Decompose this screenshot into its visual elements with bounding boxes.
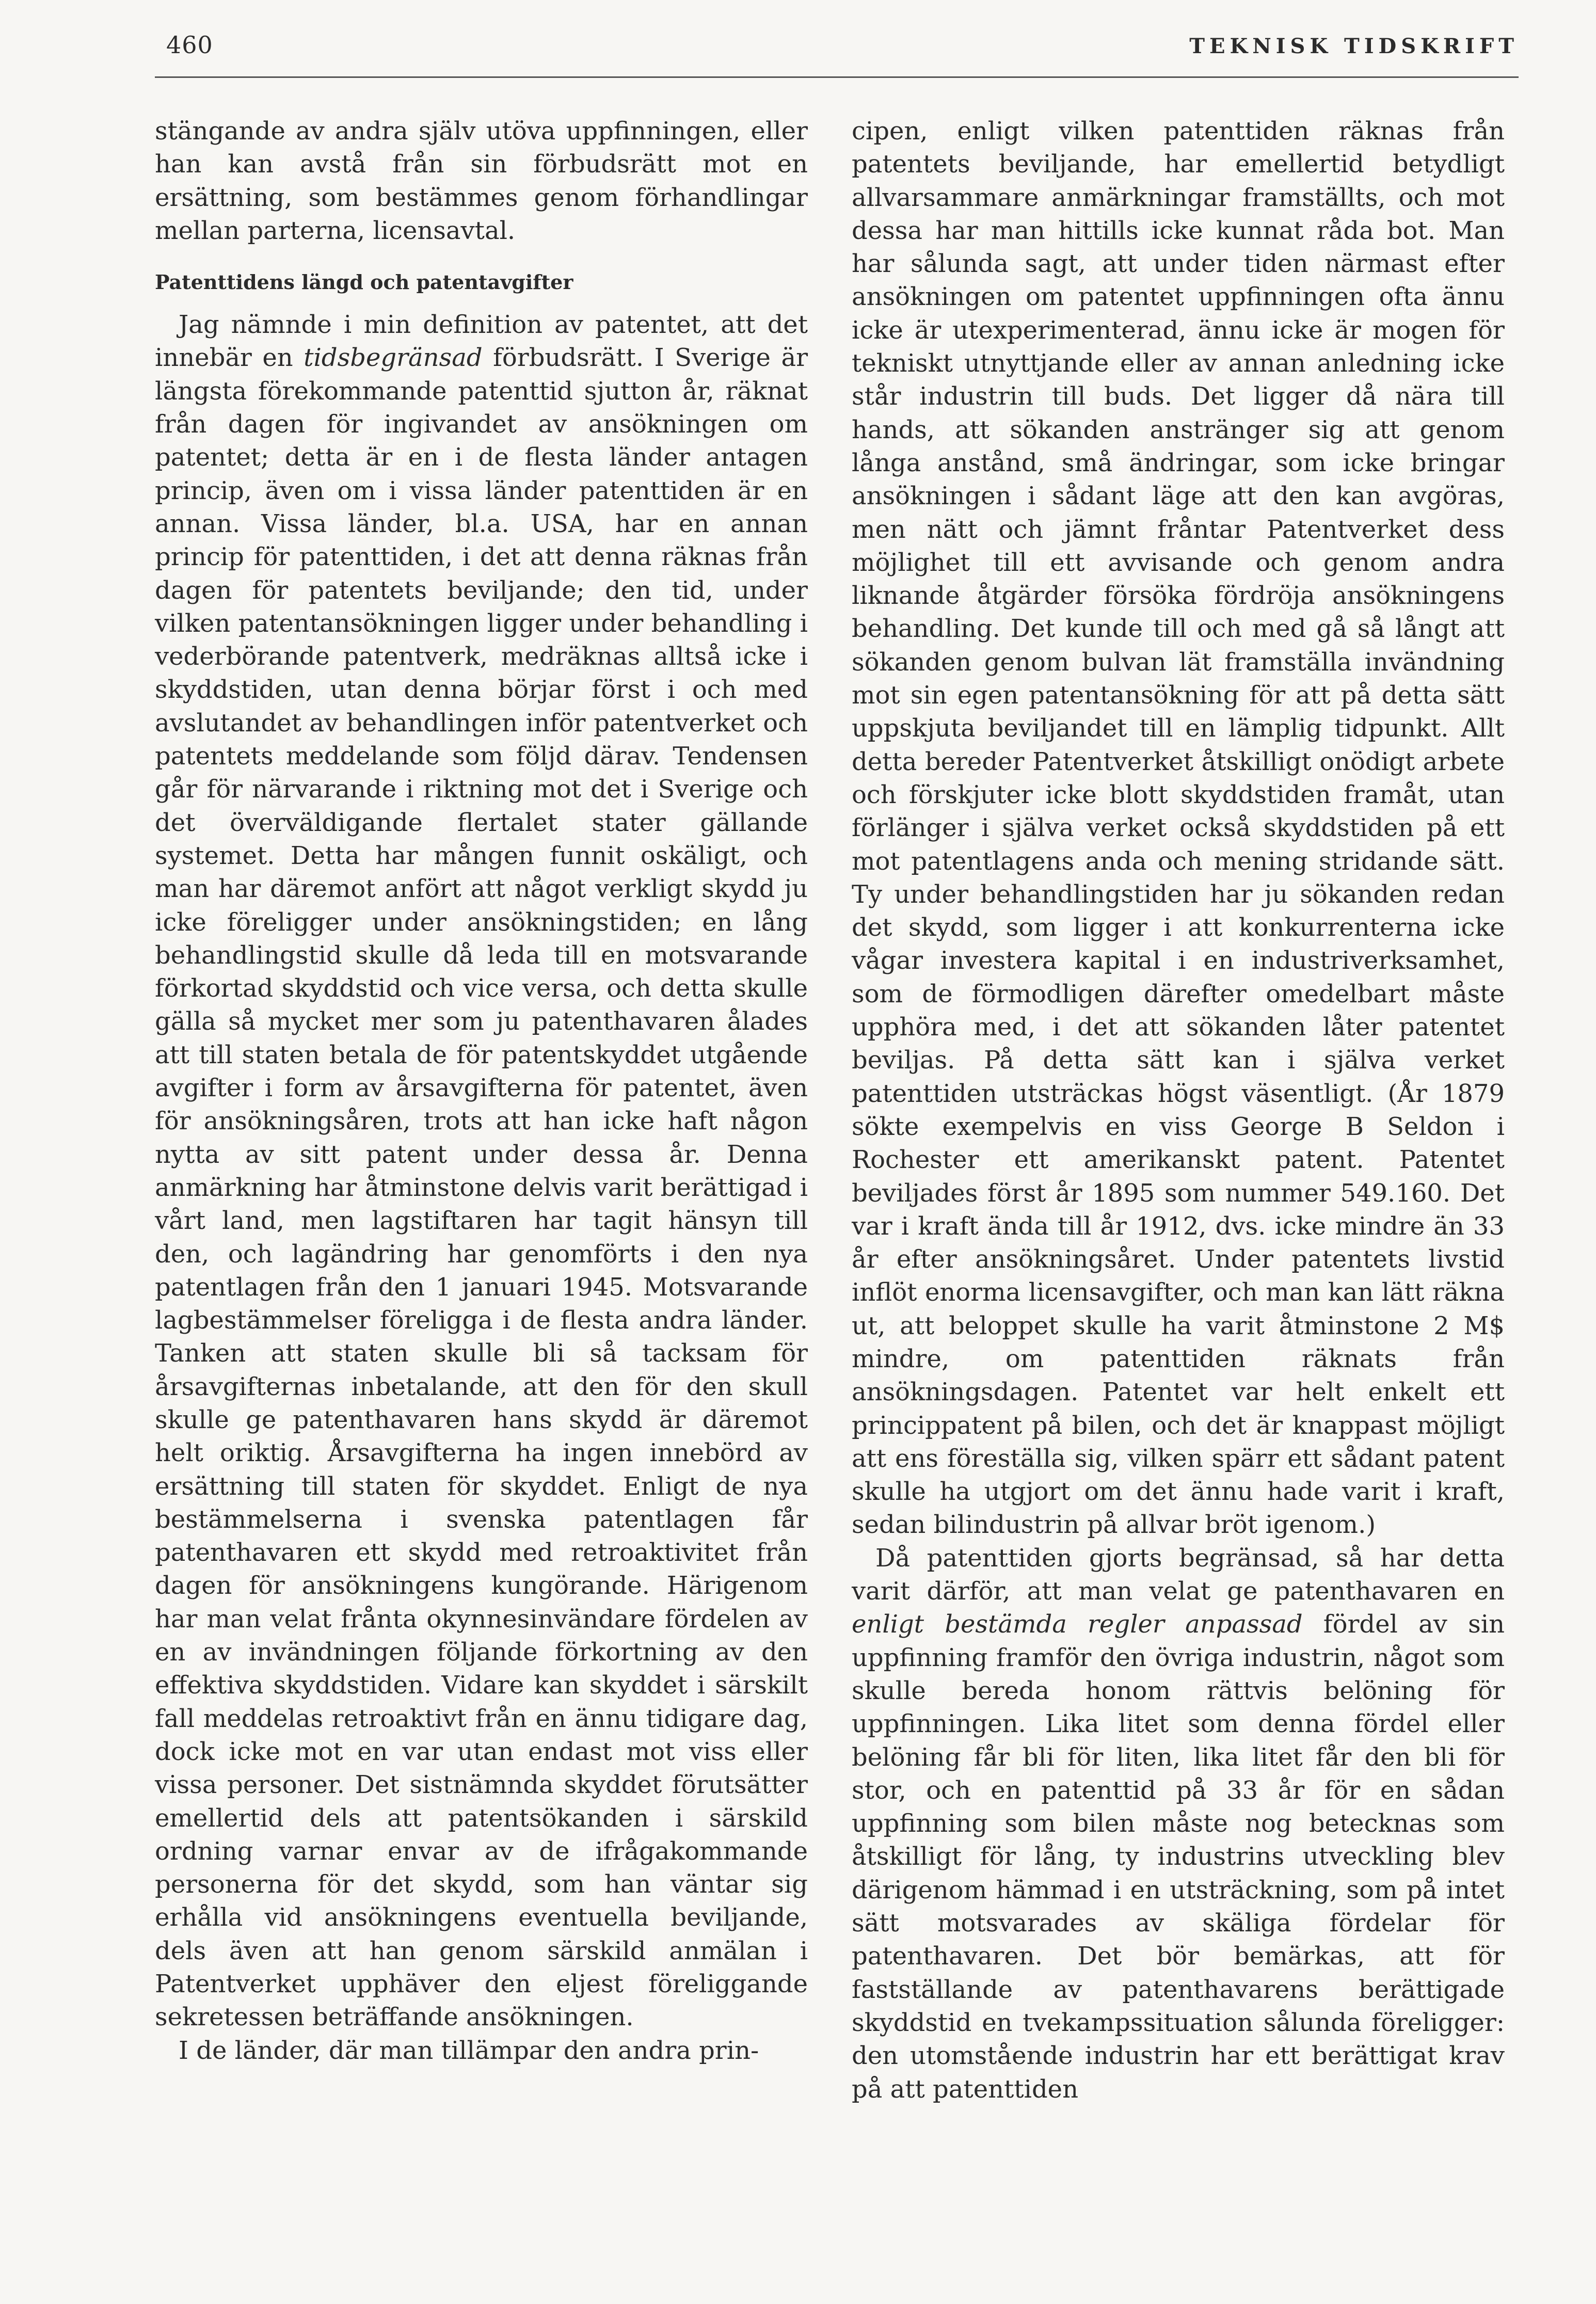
text-run: förbudsrätt. I Sverige är längsta förekommande patenttid sjutton år, räknat från dagen för ingivandet av ansökningen om patentet; detta är en i de flesta länder antagen princip, även om i vissa länder patenttiden är en annan. Vissa länder, bl.a. USA, har en annan princip för patenttiden, i det att denna räknas från dagen för patentets beviljande; den tid, under vilken patentansökningen ligger under behandling i vederbörande patentverk, medräknas alltså icke i skyddstiden, utan denna börjar först i och med avslutandet av behandlingen inför patentverket och patentets meddelande som följd därav. Tendensen går för närvarande i riktning mot det i Sverige och det överväldigande flertalet stater gällande systemet. Detta har mången funnit oskäligt, och man har däremot anfört att något verkligt skydd ju icke föreligger under ansökningstiden; en lång behandlingstid skulle då leda till en motsvarande förkortad skyddstid och vice versa, och detta skulle gälla så mycket mer som ju patenthavaren ålades att till staten betala de för patentskyddet utgående avgifter i form av årsavgifterna för patentet, även för ansökningsåren, trots att han icke haft någon nytta av sitt patent under dessa år. Denna anmärkning har åtminstone delvis varit berättigad i vårt land, men lagstiftaren har tagit hänsyn till den, och lagändring har genomförts i den nya patentlagen från den 1 januari 1945. Motsvarande lagbestämmelser föreligga i de flesta andra länder. Tanken att staten skulle bli så tacksam för årsavgifternas inbetalande, att den för den skull skulle ge patenthavaren hans skydd är däremot helt oriktig. Årsavgifterna ha ingen innebörd av ersättning till staten för skyddet. Enligt de nya bestämmelserna i svenska patentlagen får patenthavaren ett skydd med retroaktivitet från dagen för ansökningens kungörande. Härigenom har man velat frånta okynnesinvändare fördelen av en av invändningen följande förkortning av den effektiva skyddstiden. Vidare kan skyddet i särskilt fall meddelas retroaktivt från en ännu tidigare dag, dock icke mot en var utan endast mot viss eller vissa personer. Det sistnämnda skyddet förutsätter emellertid dels att patentsökanden i särskild ordning varnar envar av de ifrågakommande personerna för det skydd, som han väntar sig erhålla vid ansökningens eventuella beviljande, dels även att han genom särskild anmälan i Patentverket upphäver den eljest föreliggande sekretessen beträffande ansökningen. xyxy=(155,343,808,2032)
paragraph-continued: cipen, enligt vilken patenttiden räknas från patentets beviljande, har emellertid betydligt allvarsammare anmärkningar framställts, och mot dessa har man hittills icke kunnat råda bot. Man har sålunda sagt, att under tiden närmast efter ansökningen om patentet uppfinningen ofta ännu icke är utexperimenterad, ännu icke är mogen för tekniskt utnyttjande eller av annan anledning icke står industrin till buds. Det ligger då nära till hands, att sökanden anstränger sig att genom långa anstånd, små ändringar, som icke bringar ansökningen i sådant läge att den kan avgöras, men nätt och jämnt fråntar Patentverket dess möjlighet till ett avvisande och genom andra liknande åtgärder försöka fördröja ansökningens behandling. Det kunde till och med gå så långt att sökanden genom bulvan lät framställa invändning mot sin egen patentansökning för att på detta sätt uppskjuta beviljandet till en lämplig tidpunkt. Allt detta bereder Patentverket åtskilligt onödigt arbete och förskjuter icke blott skyddstiden framåt, utan förlänger i själva verket också skyddstiden på ett mot patentlagens anda och mening stridande sätt. Ty under behandlingstiden har ju sökanden redan det skydd, som ligger i att konkurrenterna icke vågar investera kapital i en industriverksamhet, som de förmodligen därefter omedelbart måste upphöra med, i det att sökanden låter patentet beviljas. På detta sätt kan i själva verket patenttiden utsträckas högst väsentligt. (År 1879 sökte exempelvis en viss George B Seldon i Rochester ett amerikanskt patent. Patentet beviljades först år 1895 som nummer 549.160. Det var i kraft ända till år 1912, dvs. icke mindre än 33 år efter ansökningsåret. Under patentets livstid inflöt enorma licensavgifter, och man kan lätt räkna ut, att beloppet skulle ha varit åtminstone 2 M$ mindre, om patenttiden räknats från ansökningsdagen. Patentet var helt enkelt ett princippatent på bilen, och det är knappast möjligt att ens föreställa sig, vilken spärr ett sådant patent skulle ha utgjort om det ännu hade varit i kraft, sedan bilindustrin på allvar bröt igenom.) xyxy=(852,117,1505,1540)
paragraph xyxy=(852,1542,1505,2106)
header-rule xyxy=(155,76,1519,78)
journal-title: TEKNISK TIDSKRIFT xyxy=(1189,34,1519,58)
left-column xyxy=(155,115,808,2067)
paragraph xyxy=(155,308,808,2034)
text-run: fördel av sin uppfinning framför den övriga industrin, något som skulle bereda honom rättvis belöning för uppfinningen. Lika litet som denna fördel eller belöning får bli för liten, lika litet får den bli för stor, och en patenttid på 33 år för en sådan uppfinning som bilen måste nog betecknas som åtskilligt för lång, ty industrins utveckling blev därigenom hämmad i en utsträckning, som på intet sätt motsvarades av skäliga fördelar för patenthavaren. Det bör bemärkas, att för fastställande av patenthavarens berättigade skyddstid en tvekampssituation sålunda föreligger: den utomstående industrin har ett berättigat krav på att patenttiden xyxy=(852,1610,1505,2104)
page-number: 460 xyxy=(166,31,213,59)
emphasis-text: enligt bestämda regler anpassad xyxy=(852,1610,1303,1639)
paragraph: I de länder, där man tillämpar den andra prin- xyxy=(179,2036,759,2065)
text-run: Då patenttiden gjorts begränsad, så har detta varit därför, att man velat ge patenthavaren en xyxy=(852,1543,1505,1606)
paragraph-continued: stängande av andra själv utöva uppfinningen, eller han kan avstå från sin förbudsrätt mot en ersättning, som bestämmes genom förhandlingar mellan parterna, licensavtal. xyxy=(155,117,808,245)
text-run: Jag nämnde i min definition av patentet, att det innebär en xyxy=(155,310,808,373)
right-column xyxy=(852,115,1505,2106)
emphasis-text: tidsbegränsad xyxy=(304,343,483,373)
section-heading: Patenttidens längd och patentavgifter xyxy=(155,270,573,294)
